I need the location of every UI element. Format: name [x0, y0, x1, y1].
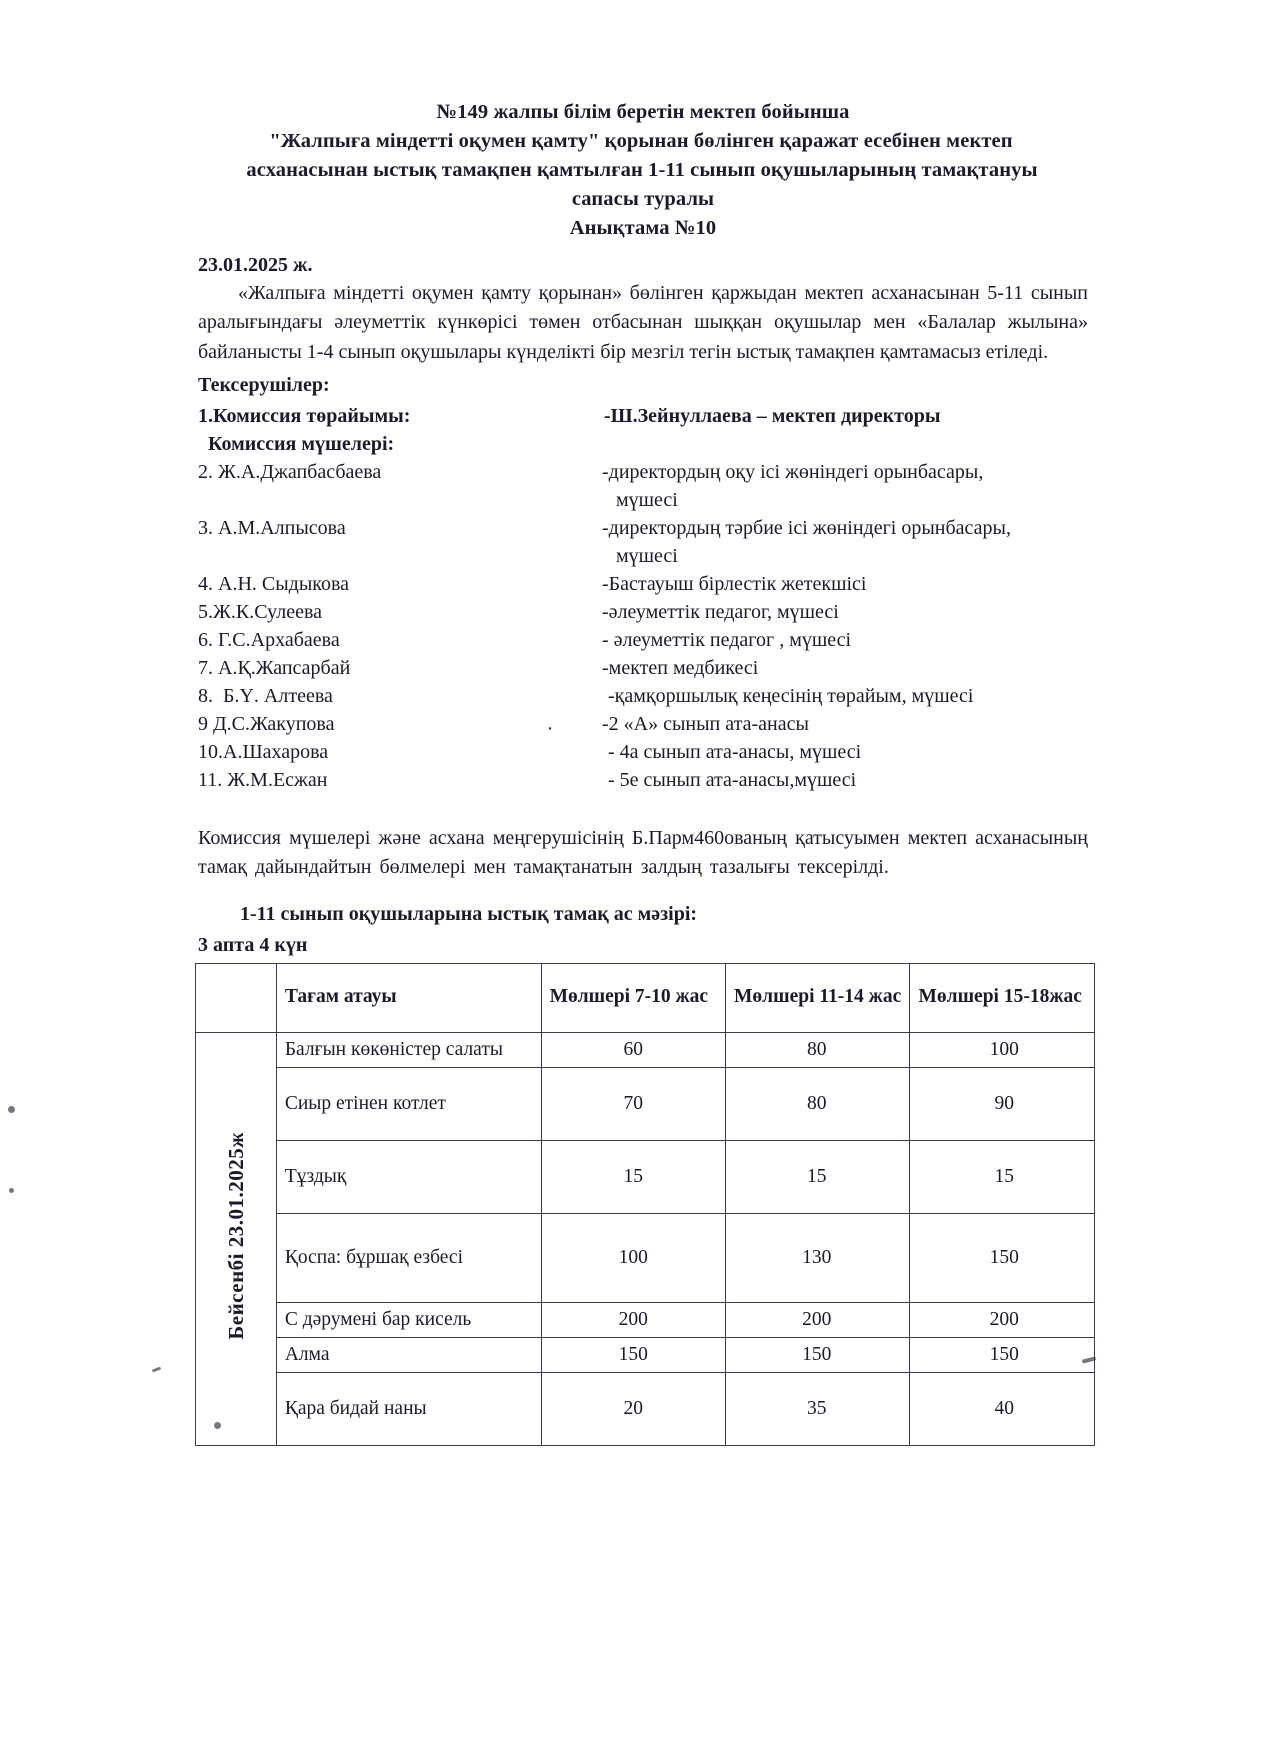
scan-speckle	[8, 1106, 15, 1113]
title-line-2: "Жалпыға міндетті оқумен қамту" қорынан бөлінген қаражат есебінен мектеп	[269, 130, 1013, 153]
member-role: -мектеп медбикесі	[602, 656, 759, 679]
amount-7-10: 15	[541, 1140, 725, 1213]
scan-speckle	[152, 1367, 161, 1373]
commission-chair-role: -Ш.Зейнуллаева – мектеп директоры	[604, 404, 941, 427]
member-role: -әлеуметтік педагог, мүшесі	[602, 600, 839, 623]
member-role: -директордың тәрбие ісі жөніндегі орынбасары, мүшесі	[588, 514, 1088, 570]
menu-table-body	[196, 1032, 1095, 1445]
amount-11-14: 80	[726, 1032, 910, 1067]
day-label-line2: 23.01.2025ж	[223, 1132, 248, 1248]
commission-members-heading-row	[198, 430, 1088, 458]
amount-11-14: 15	[726, 1140, 910, 1213]
stray-ink-mark: ꞏ	[548, 721, 553, 736]
commission-chair-label: 1.Комиссия төрайымы:	[198, 404, 411, 427]
menu-table	[195, 963, 1095, 1446]
member-name: 3. А.М.Алпысова	[198, 516, 346, 539]
dish-name: Қара бидай наны	[276, 1372, 541, 1445]
document-date: 23.01.2025 ж.	[198, 253, 313, 276]
inspection-paragraph: Комиссия мүшелері және асхана меңгерушісінің Б.Парм460ованың қатысуымен мектеп асханасының тамақ дайындайтын бөлмелері мен тамақтанатын залдың тазалығы тексерілді.	[198, 826, 1088, 879]
commission-member-row	[198, 682, 1088, 710]
amount-7-10: 150	[541, 1337, 725, 1372]
member-role: -директордың оқу ісі жөніндегі орынбасары, мүшесі	[588, 458, 1088, 514]
member-role-continued: мүшесі	[616, 488, 678, 511]
table-row	[196, 1067, 1095, 1140]
amount-7-10: 200	[541, 1302, 725, 1337]
amount-7-10: 60	[541, 1032, 725, 1067]
amount-11-14: 200	[726, 1302, 910, 1337]
amount-7-10: 100	[541, 1213, 725, 1302]
table-row	[196, 1337, 1095, 1372]
commission-member-row	[198, 458, 1088, 514]
member-name: 10.А.Шахарова	[198, 740, 329, 763]
table-header-dish: Тағам атауы	[276, 963, 541, 1032]
scan-speckle	[9, 1188, 14, 1193]
member-role: -Бастауыш бірлестік жетекшісі	[602, 572, 867, 595]
table-header-amount-7-10: Мөлшері 7-10 жас	[541, 963, 725, 1032]
amount-15-18: 150	[910, 1213, 1095, 1302]
commission-member-row	[198, 738, 1088, 766]
amount-15-18: 200	[910, 1302, 1095, 1337]
table-row	[196, 1302, 1095, 1337]
document-reference-number: Анықтама №10	[569, 217, 717, 240]
dish-name: Сиыр етінен котлет	[276, 1067, 541, 1140]
dish-name: Тұздық	[276, 1140, 541, 1213]
dish-name: Қоспа: бұршақ езбесі	[276, 1213, 541, 1302]
amount-15-18: 90	[910, 1067, 1095, 1140]
dish-name: С дәрумені бар кисель	[276, 1302, 541, 1337]
table-header-amount-11-14: Мөлшері 11-14 жас	[726, 963, 910, 1032]
commission-member-row	[198, 654, 1088, 682]
commission-member-row	[198, 626, 1088, 654]
commission-chair-row	[198, 402, 1088, 430]
dish-name: Алма	[276, 1337, 541, 1372]
member-name: 6. Г.С.Архабаева	[198, 628, 340, 651]
menu-table-head	[196, 963, 1095, 1032]
commission-member-row	[198, 598, 1088, 626]
member-name: 7. А.Қ.Жапсарбай	[198, 656, 351, 679]
table-row	[196, 1032, 1095, 1067]
commission-list	[198, 402, 1088, 794]
title-line-3: асханасынан ыстық тамақпен қамтылған 1-11 сынып оқушыларының тамақтануы	[246, 159, 1038, 182]
commission-members-heading: Комиссия мүшелері:	[208, 432, 395, 455]
week-day-line: 3 апта 4 күн	[198, 933, 308, 956]
table-row	[196, 1372, 1095, 1445]
title-line-1: №149 жалпы білім беретін мектеп бойынша	[436, 101, 850, 123]
commission-member-row	[198, 710, 1088, 738]
intro-paragraph: «Жалпыға міндетті оқумен қамту қорынан» бөлінген қаржыдан мектеп асханасынан 5-11 сынып аралығындағы әлеуметтік күнкөрісі төмен отбасынан шыққан оқушылар мен «Балалар жылына» байланысты 1-4 сынып оқушылары күнделікті бір мезгіл тегін ыстық тамақпен қамтамасыз етіледі.	[198, 281, 1088, 363]
table-row	[196, 1140, 1095, 1213]
member-role: -қамқоршылық кеңесінің төрайым, мүшесі	[608, 684, 974, 707]
amount-11-14: 150	[726, 1337, 910, 1372]
member-name: 5.Ж.К.Сулеева	[198, 600, 323, 623]
table-row	[196, 1213, 1095, 1302]
document-title	[198, 98, 1088, 244]
member-role: - 5е сынып ата-анасы,мүшесі	[608, 768, 857, 791]
commission-member-row	[198, 570, 1088, 598]
member-role: -2 «А» сынып ата-анасы	[602, 712, 809, 735]
amount-15-18: 40	[910, 1372, 1095, 1445]
amount-15-18: 100	[910, 1032, 1095, 1067]
amount-11-14: 80	[726, 1067, 910, 1140]
member-name: 11. Ж.М.Есжан	[198, 768, 328, 791]
table-header-row	[196, 963, 1095, 1032]
table-header-amount-15-18: Мөлшері 15-18жас	[910, 963, 1095, 1032]
amount-11-14: 130	[726, 1213, 910, 1302]
member-role-continued: мүшесі	[616, 544, 678, 567]
member-role: - 4а сынып ата-анасы, мүшесі	[608, 740, 862, 763]
amount-7-10: 70	[541, 1067, 725, 1140]
member-name: 9 Д.С.Жакупова	[198, 712, 335, 735]
commission-member-row	[198, 766, 1088, 794]
day-label-cell	[196, 1032, 277, 1445]
amount-15-18: 150	[910, 1337, 1095, 1372]
amount-15-18: 15	[910, 1140, 1095, 1213]
dish-name: Балғын көкөністер салаты	[276, 1032, 541, 1067]
title-line-4: сапасы туралы	[571, 188, 715, 211]
menu-heading: 1-11 сынып оқушыларына ыстық тамақ ас мәзірі:	[240, 902, 698, 925]
amount-11-14: 35	[726, 1372, 910, 1445]
member-name: 4. А.Н. Сыдыкова	[198, 572, 350, 595]
day-label-line1: Бейсенбі	[223, 1253, 248, 1340]
day-label-vertical	[225, 1132, 247, 1340]
inspectors-heading: Тексерушілер:	[198, 374, 330, 397]
document-content	[198, 98, 1088, 1446]
member-role: - әлеуметтік педагог , мүшесі	[602, 628, 852, 651]
table-header-corner	[196, 963, 277, 1032]
member-name: 2. Ж.А.Джапбасбаева	[198, 460, 382, 483]
member-name: 8. Б.Ү. Алтеева	[198, 684, 333, 707]
commission-member-row	[198, 514, 1088, 570]
amount-7-10: 20	[541, 1372, 725, 1445]
